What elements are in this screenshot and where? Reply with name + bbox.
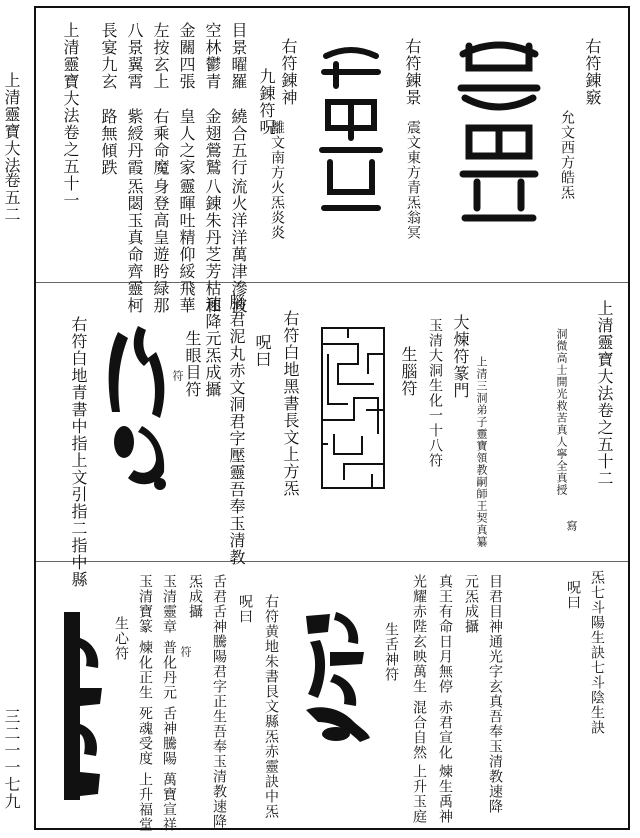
brush-talisman-3	[58, 608, 104, 804]
text-column: 炁閟玉真	[125, 178, 144, 246]
text-column: 呪曰	[253, 334, 272, 368]
text-column: 光耀赤陛	[411, 574, 427, 634]
text-column: 日月無停	[437, 634, 453, 694]
text-column: 萬津滲波	[229, 246, 248, 314]
panel-divider-2	[36, 561, 628, 562]
text-column: 混合自然	[411, 700, 427, 760]
book-title-margin: 上清靈寶大法	[2, 72, 21, 174]
text-column: 金關四張	[177, 22, 196, 90]
seal-talisman-2	[316, 42, 386, 222]
text-column: 煉生禹神	[437, 764, 453, 824]
margin-tag: 符	[179, 646, 192, 658]
text-column: 生心符	[113, 616, 129, 661]
text-column: 右符白地青書中指上文引指二指中縣	[69, 316, 88, 588]
text-column: 右符黄地朱書艮文縣炁赤靈訣中炁	[263, 594, 279, 819]
text-column: 萬寶宣祥	[161, 772, 177, 832]
text-column: 上升玉庭	[411, 764, 427, 824]
text-column: 上清三洞弟子靈寶領教嗣師王契真纂	[475, 356, 488, 548]
text-column: 右符白地黑書長文上方炁	[281, 310, 300, 497]
text-column: 靈暉吐精	[177, 178, 196, 246]
text-column: 玉清大洞生化一十八符	[427, 318, 443, 468]
text-column: 震文東方青炁翁冥	[405, 120, 421, 240]
text-column: 普化丹元	[161, 640, 177, 700]
volume-margin: 卷五二	[2, 172, 21, 223]
text-column: 赤君宣化	[437, 700, 453, 760]
text-column: 命齊靈柯	[125, 246, 144, 314]
seal-talisman-1	[455, 32, 543, 228]
text-column: 真王有命	[437, 574, 453, 634]
text-column: 玉清靈章	[161, 574, 177, 634]
brush-talisman-1	[98, 322, 178, 492]
volume-end-title: 上清靈寶大法卷之五十一	[61, 22, 80, 209]
text-column: 右符錬竅	[583, 38, 602, 106]
text-column: 紫綬丹霞	[125, 108, 144, 176]
text-column: 繞合五行	[229, 108, 248, 176]
text-column: 八錬朱丹	[203, 178, 222, 246]
text-column: 長宴九玄	[99, 22, 118, 90]
text-column: 九錬符呪	[257, 68, 276, 136]
text-column: 呪曰	[565, 580, 581, 610]
text-column: 舌神騰陽	[161, 706, 177, 766]
text-column: 仰綏飛華	[177, 246, 196, 314]
brush-talisman-2	[300, 608, 374, 748]
text-column: 腦君泥丸赤文洞君字壓靈吾奉玉清教	[227, 294, 246, 566]
text-column: 煉化正生	[137, 640, 153, 700]
text-column: 生腦符	[399, 346, 418, 397]
text-column: 空林鬱青	[203, 22, 222, 90]
volume-title: 上清靈寶大法卷之五十二	[595, 300, 614, 487]
text-column: 目景曜羅	[229, 22, 248, 90]
maze-seal-talisman	[318, 324, 388, 492]
text-column: 芝芳枯和	[203, 246, 222, 314]
text-column: 速降元炁成攝	[203, 296, 222, 398]
text-column: 舌君舌神騰陽君字正生吾奉玉清教速降	[211, 574, 227, 829]
text-column: 右符錬景	[403, 38, 422, 106]
text-column: 元炁成攝	[463, 574, 479, 634]
text-column: 炁成攝	[187, 574, 203, 619]
margin-tag: 符	[171, 370, 184, 382]
text-column: 上升福堂	[137, 772, 153, 832]
text-column: 路無傾跌	[99, 108, 118, 176]
margin-tag: 寫	[565, 520, 578, 532]
section-heading: 大煉符篆門	[451, 314, 470, 399]
text-column: 玄映萬生	[411, 634, 427, 694]
text-column: 允文西方皓炁	[559, 110, 575, 200]
text-column: 左按玄上	[151, 22, 170, 90]
text-column: 死魂受度	[137, 706, 153, 766]
text-column: 生舌神符	[383, 622, 399, 682]
text-column: 遊盻緑那	[151, 246, 170, 314]
text-column: 右乘命魔	[151, 108, 170, 176]
text-column: 目君目神通光字玄真吾奉玉清教速降	[487, 574, 503, 814]
text-column: 八景翼霄	[125, 22, 144, 90]
text-column: 離文南方火炁炎炎	[269, 120, 285, 240]
text-column: 玉清寶篆	[137, 574, 153, 634]
text-column: 流火洋洋	[229, 178, 248, 246]
text-column: 皇人之家	[177, 108, 196, 176]
text-column: 洞微高士開光救苦真人寧全真授	[555, 328, 568, 496]
text-column: 身登高皇	[151, 178, 170, 246]
text-column: 生眼目符	[183, 330, 202, 398]
text-column: 金翅鶯鷲	[203, 108, 222, 176]
text-column: 炁七斗陽生訣七斗陰生訣	[589, 570, 605, 735]
page-number-margin: 三二一一七九	[2, 708, 21, 810]
text-column: 右符錬神	[279, 38, 298, 106]
text-column: 呪曰	[237, 594, 253, 624]
